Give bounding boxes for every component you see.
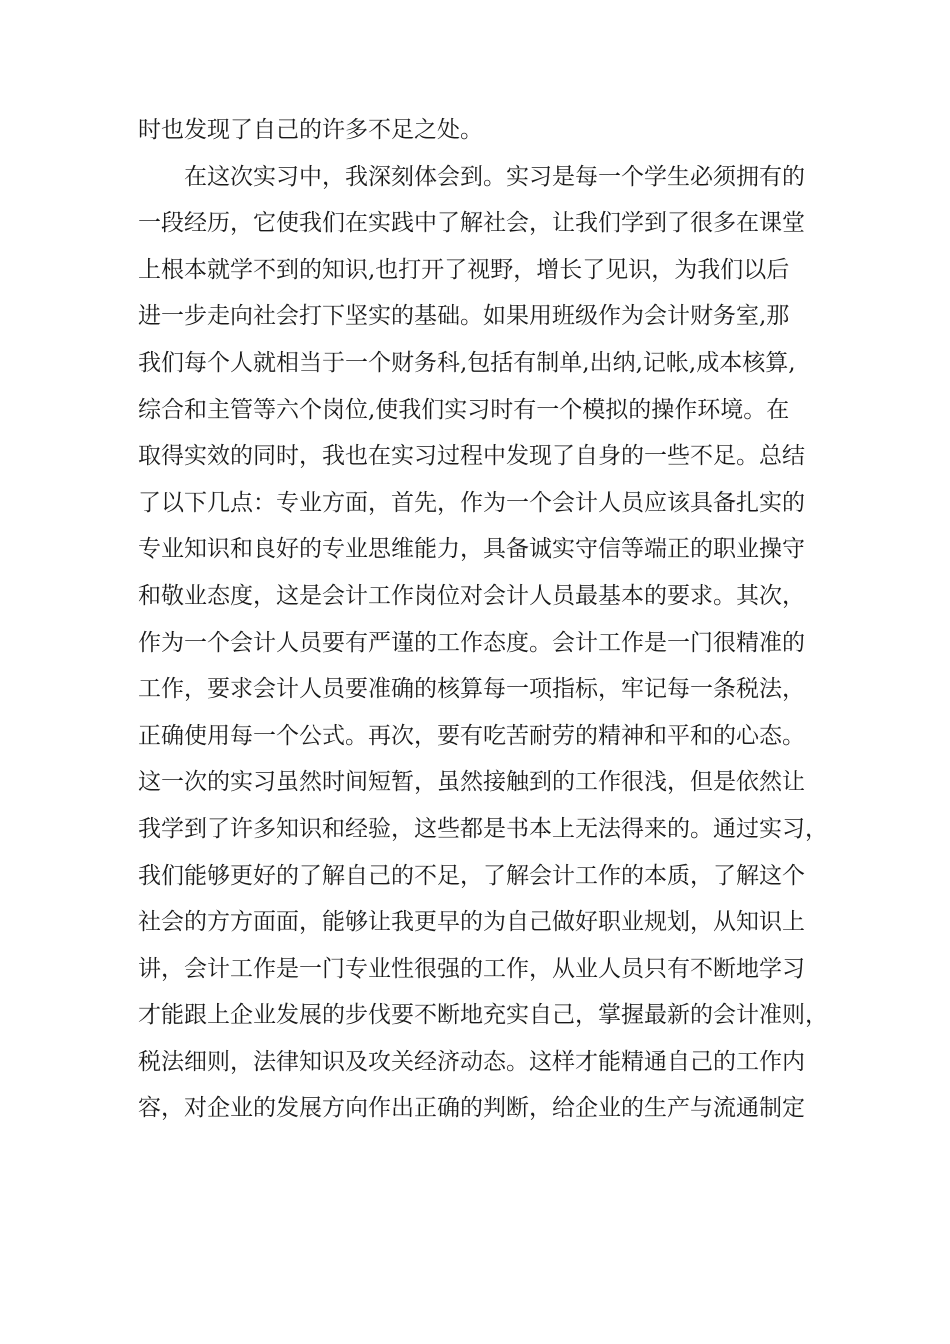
text-line-16: 我学到了许多知识和经验，这些都是书本上无法得来的。通过实习， — [138, 815, 828, 842]
text-line-7: 综合和主管等六个岗位,使我们实习时有一个模拟的操作环境。在 — [138, 396, 790, 423]
text-line-17: 我们能够更好的了解自己的不足，了解会计工作的本质，了解这个 — [138, 862, 805, 889]
text-line-13: 工作，要求会计人员要准确的核算每一项指标，牢记每一条税法， — [138, 676, 805, 703]
text-line-21: 税法细则，法律知识及攻关经济动态。这样才能精通自己的工作内 — [138, 1048, 805, 1075]
text-line-19: 讲，会计工作是一门专业性很强的工作，从业人员只有不断地学习 — [138, 955, 805, 982]
text-line-3: 一段经历，它使我们在实践中了解社会，让我们学到了很多在课堂 — [138, 210, 805, 237]
text-line-18: 社会的方方面面，能够让我更早的为自己做好职业规划，从知识上 — [138, 909, 805, 936]
text-line-5: 进一步走向社会打下坚实的基础。如果用班级作为会计财务室,那 — [138, 303, 790, 330]
text-line-22: 容，对企业的发展方向作出正确的判断，给企业的生产与流通制定 — [138, 1095, 805, 1122]
text-line-4: 上根本就学不到的知识,也打开了视野，增长了见识，为我们以后 — [138, 256, 790, 283]
text-line-1: 时也发现了自己的许多不足之处。 — [138, 117, 483, 143]
text-line-9: 了以下几点：专业方面，首先，作为一个会计人员应该具备扎实的 — [138, 489, 805, 516]
text-line-6: 我们每个人就相当于一个财务科,包括有制单,出纳,记帐,成本核算, — [138, 349, 796, 376]
text-line-12: 作为一个会计人员要有严谨的工作态度。会计工作是一门很精准的 — [138, 629, 805, 656]
text-line-8: 取得实效的同时，我也在实习过程中发现了自身的一些不足。总结 — [138, 443, 805, 470]
text-line-10: 专业知识和良好的专业思维能力，具备诚实守信等端正的职业操守 — [138, 536, 805, 563]
text-line-15: 这一次的实习虽然时间短暂，虽然接触到的工作很浅，但是依然让 — [138, 769, 805, 796]
text-line-2: 在这次实习中，我深刻体会到。实习是每一个学生必须拥有的 — [138, 163, 805, 190]
body-text — [138, 107, 838, 1132]
text-line-11: 和敬业态度，这是会计工作岗位对会计人员最基本的要求。其次， — [138, 582, 805, 609]
text-line-20: 才能跟上企业发展的步伐要不断地充实自己，掌握最新的会计准则， — [138, 1002, 828, 1029]
text-line-14: 正确使用每一个公式。再次，要有吃苦耐劳的精神和平和的心态。 — [138, 722, 805, 749]
